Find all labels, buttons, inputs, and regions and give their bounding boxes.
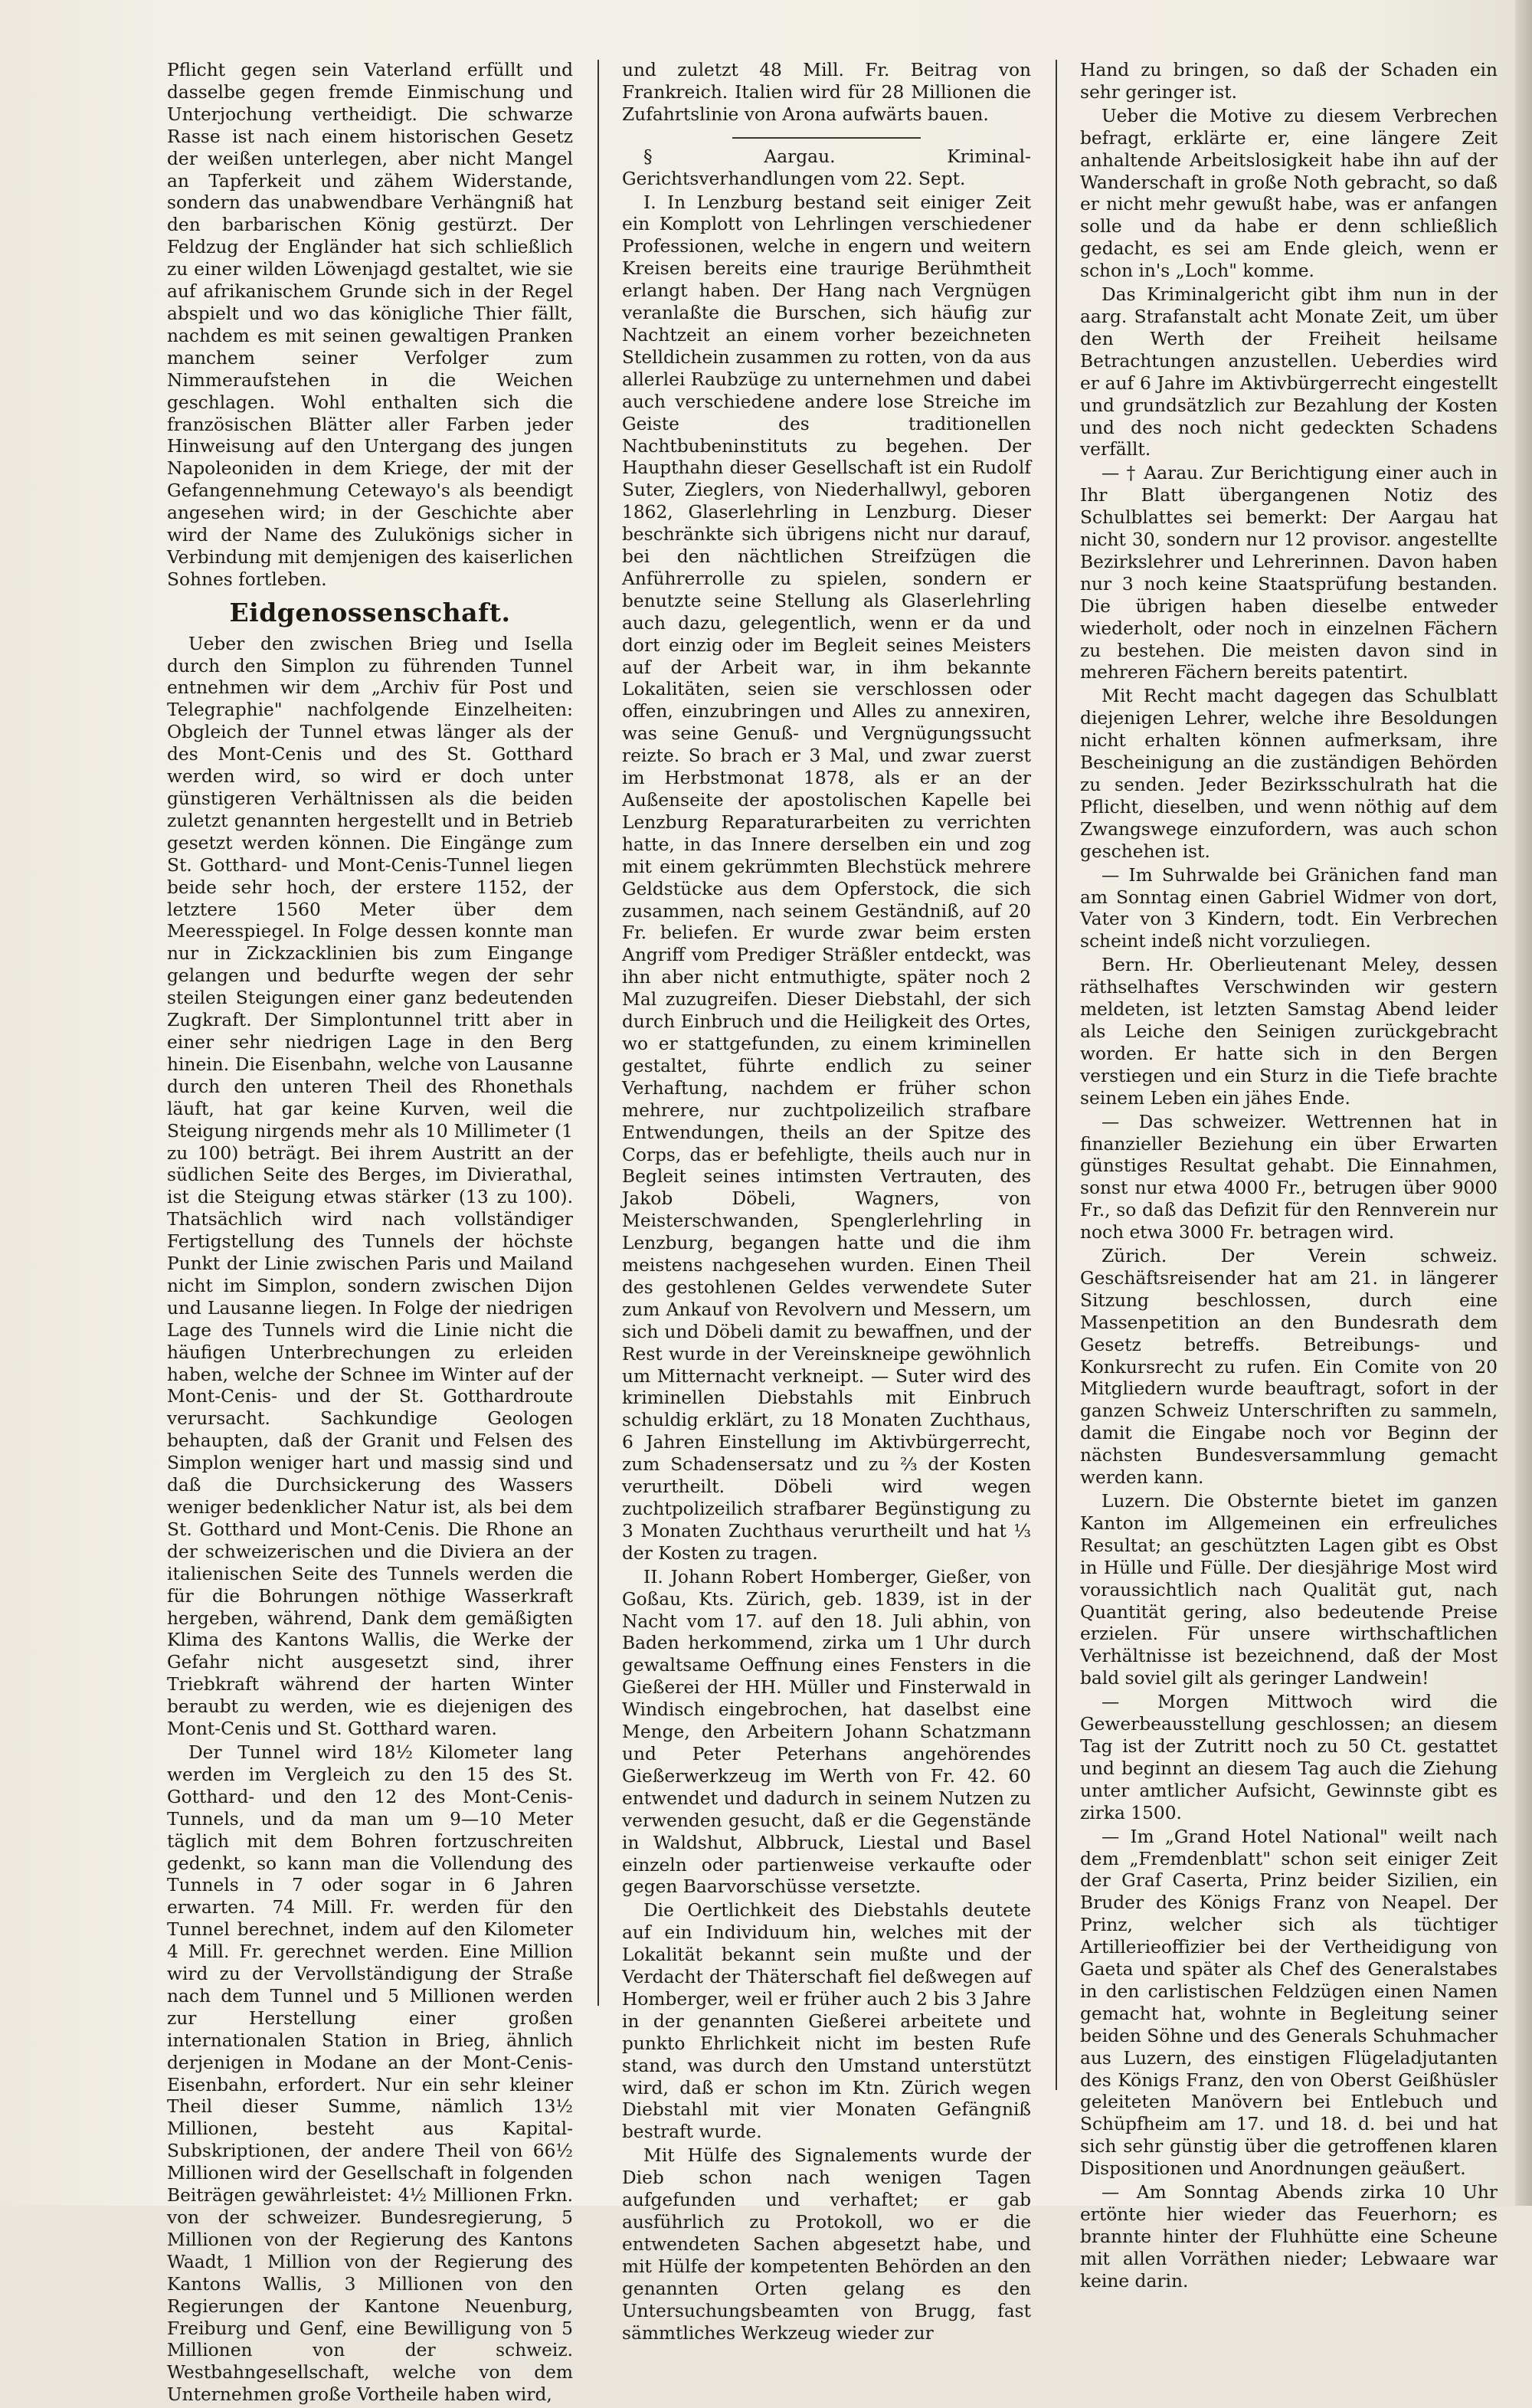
article-separator xyxy=(732,137,921,139)
column-divider xyxy=(597,60,599,2006)
article-luzern-graf-caserta: — Im „Grand Hotel National" weilt nach dem „Fremdenblatt" schon seit einiger Zeit der Graf Caserta, Prinz beider Sizilien, ein Bruder des Königs Franz von Neapel. Der Prinz, welcher sich als tüchtiger Artillerieoffizier bei der Vertheidigung von Gaeta und später als Chef des Generalstabes in den carlistischen Feldzügen einen Namen gemacht hat, wohnte in Begleitung seiner beiden Söhne und des Generals Schuhmacher aus Luzern, des einstigen Flügeladjutanten des Königs Franz, den von Oberst Geißhüsler geleiteten Manövern bei Entlebuch und Schüpfheim am 17. und 18. d. bei und hat sich sehr günstig über die getroffenen klaren Dispositionen und Anordnungen geäußert. xyxy=(1080,1826,1498,2180)
article-aarau-teachers: — † Aarau. Zur Berichtigung einer auch in Ihr Blatt übergangenen Notiz des Schulblattes sei bemerkt: Der Aargau hat nicht 30, sondern nur 12 provisor. angestellte Bezirkslehrer und Lehrerinnen. Davon haben nur 3 noch keine Staatsprüfung bestanden. Die übrigen haben dieselbe entweder wiederholt, oder noch in einzelnen Fächern zu bestehen. Die meisten davon sind in mehreren Fächern bereits patentirt. xyxy=(1080,463,1498,683)
article-simplon-tunnel-costs: Der Tunnel wird 18½ Kilometer lang werden im Vergleich zu den 15 des St. Gotthard- und den 12 des Mont-Cenis-Tunnels, und da man um 9—10 Meter täglich mit dem Bohren fortzuschreiten gedenkt, so kann man die Vollendung des Tunnels in 7 oder sogar in 6 Jahren erwarten. 74 Mill. Fr. werden für den Tunnel berechnet, indem auf den Kilometer 4 Mill. Fr. gerechnet werden. Eine Million wird zu der Vervollständigung der Straße nach dem Tunnel und 5 Millionen werden zur Herstellung einer großen internationalen Station in Brieg, ähnlich derjenigen in Modane an der Mont-Cenis-Eisenbahn, erfordert. Nur ein sehr kleiner Theil dieser Summe, nämlich 13½ Millionen, besteht aus Kapital-Subskriptionen, der andere Theil von 66½ Millionen wird der Gesellschaft in folgenden Beiträgen gewährleistet: 4½ Millionen Frkn. von der schweizer. Bundesregierung, 5 Millionen von der Regierung des Kantons Waadt, 1 Million von der Regierung des Kantons Wallis, 3 Millionen von den Regierungen der Kantone Neuenburg, Freiburg und Genf, eine Bewilligung von 5 Millionen von der schweiz. Westbahngesellschaft, welche von dem Unternehmen große Vortheile haben wird, xyxy=(167,1741,573,2406)
article-homberger-sentence: Das Kriminalgericht gibt ihm nun in der aarg. Strafanstalt acht Monate Zeit, um über den Werth der Freiheit heilsame Betrachtungen anzustellen. Ueberdies wird er auf 6 Jahre im Aktivbürgerrecht eingestellt und grundsätzlich zur Bezahlung der Kosten und des noch nicht gedeckten Schadens verfällt. xyxy=(1080,284,1498,460)
column-middle xyxy=(622,60,1031,2346)
article-case-homberger-suspicion: Die Oertlichkeit des Diebstahls deutete auf ein Individuum hin, welches mit der Lokalität bekannt sein mußte und der Verdacht der Thäterschaft fiel deßwegen auf Homberger, weil er früher auch 2 bis 3 Jahre in der genannten Gießerei arbeitete und punkto Ehrlichkeit nicht im besten Rufe stand, was durch den Umstand unterstützt wird, daß er schon im Ktn. Zürich wegen Diebstahl mit vier Monaten Gefängniß bestraft wurde. xyxy=(622,1900,1031,2143)
article-aargau-heading: § Aargau. Kriminal-Gerichtsverhandlungen vom 22. Sept. xyxy=(622,146,1031,189)
column-divider xyxy=(1056,60,1057,2090)
article-bern-meley: Bern. Hr. Oberlieutenant Meley, dessen räthselhaftes Verschwinden wir gestern meldeten, ist letzten Samstag Abend leider als Leiche den Seinigen zurückgebracht worden. Er hatte sich in den Bergen verstiegen und ein Sturz in die Tiefe brachte seinem Leben ein jähes Ende. xyxy=(1080,955,1498,1109)
article-luzern-fire: — Am Sonntag Abends zirka 10 Uhr ertönte hier wieder das Feuerhorn; es brannte hinter der Fluhhütte eine Scheune mit allen Vorräthen nieder; Lebwaare war keine darin. xyxy=(1080,2182,1498,2292)
article-aarau-schulblatt: Mit Recht macht dagegen das Schulblatt diejenigen Lehrer, welche ihre Besoldungen nicht erhalten können aufmerksam, ihre Bescheinigung an die zuständigen Behörden zu senden. Jeder Bezirksschulrath hat die Pflicht, dieselben, und wenn nöthig auf dem Zwangswege einzufordern, was auch schon geschehen ist. xyxy=(1080,686,1498,862)
section-heading-eidgenossenschaft: Eidgenossenschaft. xyxy=(229,597,511,627)
article-case-homberger: II. Johann Robert Homberger, Gießer, von Goßau, Kts. Zürich, geb. 1839, ist in der Nacht vom 17. auf den 18. Juli abhin, von Baden herkommend, zirka um 1 Uhr durch gewaltsame Oeffnung eines Fensters in die Gießerei der HH. Müller und Finsterwald in Windisch eingebrochen, hat daselbst eine Menge, den Arbeitern Johann Schatzmann und Peter Peterhans angehörendes Gießerwerkzeug im Werth von Fr. 42. 60 entwendet und dadurch in seinem Nutzen zu verwenden gesucht, daß er die Gegenstände in Waldshut, Albbruck, Liestal und Basel einzeln oder partienweise verkaufte oder gegen Baarvorschüsse versetzte. xyxy=(622,1566,1031,1898)
article-zulu-ending: Pflicht gegen sein Vaterland erfüllt und dasselbe gegen fremde Einmischung und Unterjochung vertheidigt. Die schwarze Rasse ist nach einem historischen Gesetz der weißen unterlegen, aber nicht Mangel an Tapferkeit und zähem Widerstande, sondern das unabwendbare Verhängniß hat den barbarischen König gestürzt. Der Feldzug der Engländer hat sich schließlich zu einer wilden Löwenjagd gestaltet, wie sie auf afrikanischem Grunde sich in der Regel abspielt und wo das königliche Thier fällt, nachdem es mit seinen gewaltigen Pranken manchem seiner Verfolger zum Nimmeraufstehen in die Weichen geschlagen. Wohl enthalten sich die französischen Blätter aller Farben jeder Hinweisung auf den Untergang des jungen Napoleoniden in dem Kriege, der mit der Gefangennehmung Cetewayo's als beendigt angesehen wird; in der Geschichte aber wird der Name des Zulukönigs sicher in Verbindung mit demjenigen des kaiserlichen Sohnes fortleben. xyxy=(167,60,573,590)
binding-edge xyxy=(1515,0,1532,2206)
article-luzern-gewerbeausstellung: — Morgen Mittwoch wird die Gewerbeausstellung geschlossen; an diesem Tag ist der Zutritt noch zu 50 Ct. gestattet und beginnt an diesem Tag auch die Ziehung unter amtlicher Aufsicht, Gewinnste gibt es zirka 1500. xyxy=(1080,1692,1498,1823)
article-luzern-obsternte: Luzern. Die Obsternte bietet im ganzen Kanton im Allgemeinen ein erfreuliches Resultat; an geschützten Lagen gibt es Obst in Hülle und Fülle. Der diesjährige Most wird voraussichtlich nach Qualität gut, nach Quantität gering, also bedeutende Preise erzielen. Für unsere wirthschaftlichen Verhältnisse ist bezeichnend, daß der Most bald soviel gilt als geringer Landwein! xyxy=(1080,1491,1498,1689)
article-simplon-tunnel: Ueber den zwischen Brieg und Isella durch den Simplon zu führenden Tunnel entnehmen wir dem „Archiv für Post und Telegraphie" nachfolgende Einzelheiten: Obgleich der Tunnel etwas länger als der des Mont-Cenis und des St. Gotthard werden wird, so wird er doch unter günstigeren Verhältnissen als die beiden zuletzt genannten hergestellt und in Betrieb gesetzt werden können. Die Eingänge zum St. Gotthard- und Mont-Cenis-Tunnel liegen beide sehr hoch, der erstere 1152, der letztere 1560 Meter über dem Meeresspiegel. In Folge dessen konnte man nur in Zickzacklinien bis zum Eingange gelangen und bedurfte wegen der sehr steilen Steigungen einer ganz bedeutenden Zugkraft. Der Simplontunnel tritt aber in einer sehr niedrigen Lage in den Berg hinein. Die Eisenbahn, welche von Lausanne durch den unteren Theil des Rhonethals läuft, hat gar keine Kurven, weil die Steigung nirgends mehr als 10 Millimeter (1 zu 100) beträgt. Bei ihrem Austritt an der südlichen Seite des Berges, im Divierathal, ist die Steigung etwas stärker (13 zu 100). Thatsächlich wird nach vollständiger Fertigstellung des Tunnels der höchste Punkt der Linie zwischen Paris und Mailand nicht im Simplon, sondern zwischen Dijon und Lausanne liegen. In Folge der niedrigen Lage des Tunnels wird die Linie nicht die häufigen Unterbrechungen zu erleiden haben, welche der Schnee im Winter auf der Mont-Cenis- und der St. Gotthardroute verursacht. Sachkundige Geologen behaupten, daß der Granit und Felsen des Simplon weniger hart und massig sind und daß die Durchsickerung des Wassers weniger bedenklicher Natur ist, als bei dem St. Gotthard und Mont-Cenis. Die Rhone an der schweizerischen und die Diviera an der italienischen Seite des Tunnels werden die für die Bohrungen nöthige Wasserkraft hergeben, während, Dank dem gemäßigten Klima des Kantons Wallis, die Werke der Gefahr nicht ausgesetzt sind, ihrer Triebkraft während der harten Winter beraubt zu werden, wie es diejenigen des Mont-Cenis und St. Gotthard waren. xyxy=(167,633,573,1740)
article-suhrwald: — Im Suhrwalde bei Gränichen fand man am Sonntag einen Gabriel Widmer von dort, Vater von 3 Kindern, todt. Ein Verbrechen scheint indeß nicht vorzuliegen. xyxy=(1080,864,1498,952)
article-case-homberger-arrest: Mit Hülfe des Signalements wurde der Dieb schon nach wenigen Tagen aufgefunden und verhaftet; er gab ausführlich zu Protokoll, wo er die entwendeten Sachen abgesetzt habe, und mit Hülfe der kompetenten Behörden an den genannten Orten gelang es den Untersuchungsbeamten von Brugg, fast sämmtliches Werkzeug wieder zur xyxy=(622,2145,1031,2344)
article-homberger-motives: Ueber die Motive zu diesem Verbrechen befragt, erklärte er, eine längere Zeit anhaltende Arbeitslosigkeit habe ihn auf der Wanderschaft in große Noth gebracht, so daß er nicht mehr gewußt habe, was er anfangen solle und da habe er denn schließlich gedacht, es sei am Ende gleich, wenn er schon in's „Loch" komme. xyxy=(1080,105,1498,282)
article-homberger-continued: Hand zu bringen, so daß der Schaden ein sehr geringer ist. xyxy=(1080,60,1498,103)
column-right xyxy=(1080,60,1498,2295)
article-case-suter: I. In Lenzburg bestand seit einiger Zeit ein Komplott von Lehrlingen verschiedener Professionen, welche in engern und weitern Kreisen bereits eine traurige Berühmtheit erlangt haben. Der Hang nach Vergnügen veranlaßte die Burschen, sich häufig zur Nachtzeit an einem vorher bezeichneten Stelldichein zusammen zu rotten, von da aus allerlei Raubzüge zu unternehmen und dabei auch verschiedene andere lose Streiche im Geiste des traditionellen Nachtbubeninstituts zu begehen. Der Haupthahn dieser Gesellschaft ist ein Rudolf Suter, Zieglers, von Niederhallwyl, geboren 1862, Glaserlehrling in Lenzburg. Dieser beschränkte sich übrigens nicht nur darauf, bei den nächtlichen Streifzügen die Anführerrolle zu spielen, sondern er benutzte seine Stellung als Glaserlehrling auch dazu, gelegentlich, wenn er da und dort einzig oder im Begleit seines Meisters auf der Arbeit war, in ihm bekannte Lokalitäten, seien sie verschlossen oder offen, einzubringen und Alles zu annexiren, was seine Genuß- und Vergnügungssucht reizte. So brach er 3 Mal, und zwar zuerst im Herbstmonat 1878, als er an der Außenseite der apostolischen Kapelle bei Lenzburg Reparaturarbeiten zu verrichten hatte, in das Innere derselben ein und zog mit einem gekrümmten Blechstück mehrere Geldstücke aus dem Opferstock, die sich zusammen, nach seinem Geständniß, auf 20 Fr. beliefen. Er wurde zwar beim ersten Angriff vom Prediger Sträßler entdeckt, was ihn aber nicht entmuthigte, später noch 2 Mal zuzugreifen. Dieser Diebstahl, der sich durch Einbruch und die Heiligkeit des Ortes, wo er stattgefunden, zu einem kriminellen gestaltet, führte endlich zu seiner Verhaftung, nachdem er früher schon mehrere, nur zuchtpolizeilich strafbare Entwendungen, theils an der Spitze des Corps, das er befehligte, theils auch nur in Begleit seines intimsten Vertrauten, des Jakob Döbeli, Wagners, von Meisterschwanden, Spenglerlehrling in Lenzburg, begangen hatte und die ihm meistens nachgesehen wurden. Einen Theil des gestohlenen Geldes verwendete Suter zum Ankauf von Revolvern und Messern, um sich und Döbeli damit zu bewaffnen, und der Rest wurde in der Vereinskneipe gewöhnlich um Mitternacht verkneipt. — Suter wird des kriminellen Diebstahls mit Einbruch schuldig erklärt, zu 18 Monaten Zuchthaus, 6 Jahren Einstellung im Aktivbürgerrecht, zum Schadensersatz und zu ⅔ der Kosten verurtheilt. Döbeli wird wegen zuchtpolizeilich strafbarer Begünstigung zu 3 Monaten Zuchthaus verurtheilt und hat ⅓ der Kosten zu tragen. xyxy=(622,192,1031,1564)
article-simplon-continued: und zuletzt 48 Mill. Fr. Beitrag von Frankreich. Italien wird für 28 Millionen die Zufahrtslinie von Arona aufwärts bauen. xyxy=(622,60,1031,125)
article-bern-wettrennen: — Das schweizer. Wettrennen hat in finanzieller Beziehung ein über Erwarten günstiges Resultat gehabt. Die Einnahmen, sonst nur etwa 4000 Fr., betrugen über 9000 Fr., so daß das Defizit für den Rennverein nur noch etwa 3000 Fr. betragen wird. xyxy=(1080,1111,1498,1243)
column-left xyxy=(167,60,573,2408)
article-zuerich-verein: Zürich. Der Verein schweiz. Geschäftsreisender hat am 21. in längerer Sitzung beschlossen, durch eine Massenpetition an den Bundesrath dem Gesetz betreffs. Betreibungs- und Konkursrecht zu rufen. Ein Comite von 20 Mitgliedern wurde beauftragt, sofort in der ganzen Schweiz Unterschriften zu sammeln, damit die Eingabe noch vor Beginn der nächsten Bundesversammlung gemacht werden kann. xyxy=(1080,1246,1498,1489)
